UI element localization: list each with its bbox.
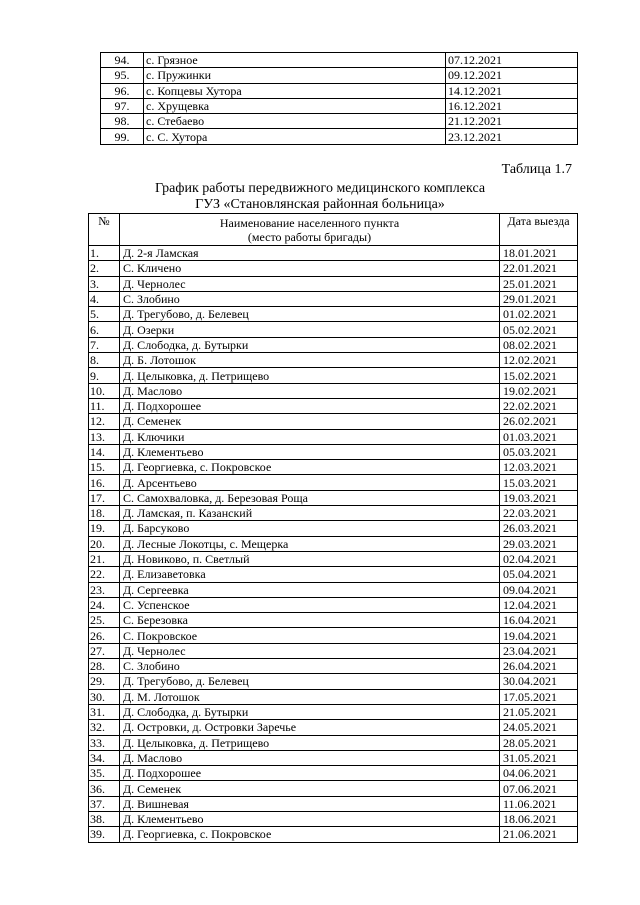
row-place: с. С. Хутора xyxy=(144,129,446,144)
row-place: Д. Сергеевка xyxy=(120,582,500,597)
table-row xyxy=(89,383,578,398)
header-row xyxy=(89,214,578,246)
row-date: 09.04.2021 xyxy=(500,582,578,597)
row-number: 10. xyxy=(89,383,120,398)
row-date: 23.04.2021 xyxy=(500,643,578,658)
table-row xyxy=(89,689,578,704)
row-number: 12. xyxy=(89,414,120,429)
row-date: 17.05.2021 xyxy=(500,689,578,704)
row-date: 22.03.2021 xyxy=(500,506,578,521)
row-number: 36. xyxy=(89,781,120,796)
row-date: 22.02.2021 xyxy=(500,398,578,413)
row-date: 21.06.2021 xyxy=(500,827,578,842)
table-row xyxy=(89,827,578,842)
row-place: Д. 2-я Ламская xyxy=(120,246,500,261)
table-row xyxy=(89,582,578,597)
row-number: 14. xyxy=(89,444,120,459)
row-place: с. Пружинки xyxy=(144,68,446,83)
row-date: 16.12.2021 xyxy=(446,98,578,113)
table-row xyxy=(89,506,578,521)
row-date: 18.06.2021 xyxy=(500,811,578,826)
row-number: 24. xyxy=(89,597,120,612)
table-row xyxy=(89,567,578,582)
row-number: 8. xyxy=(89,353,120,368)
row-place: Д. Арсентьево xyxy=(120,475,500,490)
row-date: 09.12.2021 xyxy=(446,68,578,83)
row-number: 5. xyxy=(89,307,120,322)
row-place: Д. Георгиевка, с. Покровское xyxy=(120,827,500,842)
row-place: Д. Чернолес xyxy=(120,276,500,291)
row-place: С. Успенское xyxy=(120,597,500,612)
row-place: Д. Целыковка, д. Петрищево xyxy=(120,735,500,750)
row-place: Д. Георгиевка, с. Покровское xyxy=(120,460,500,475)
row-place: С. Самохваловка, д. Березовая Роща xyxy=(120,490,500,505)
table-row xyxy=(89,796,578,811)
row-number: 19. xyxy=(89,521,120,536)
table-row xyxy=(89,781,578,796)
row-place: Д. Слободка, д. Бутырки xyxy=(120,704,500,719)
row-date: 25.01.2021 xyxy=(500,276,578,291)
table-row xyxy=(89,322,578,337)
row-date: 21.12.2021 xyxy=(446,114,578,129)
table-row xyxy=(101,129,578,144)
row-date: 28.05.2021 xyxy=(500,735,578,750)
row-date: 12.02.2021 xyxy=(500,353,578,368)
row-place: Д. Вишневая xyxy=(120,796,500,811)
row-place: С. Злобино xyxy=(120,659,500,674)
row-date: 30.04.2021 xyxy=(500,674,578,689)
row-date: 04.06.2021 xyxy=(500,766,578,781)
row-date: 26.03.2021 xyxy=(500,521,578,536)
row-place: Д. Трегубово, д. Белевец xyxy=(120,674,500,689)
table-row xyxy=(89,460,578,475)
row-place: Д. Слободка, д. Бутырки xyxy=(120,337,500,352)
row-number: 13. xyxy=(89,429,120,444)
table-row xyxy=(89,766,578,781)
row-number: 28. xyxy=(89,659,120,674)
row-number: 15. xyxy=(89,460,120,475)
row-date: 05.04.2021 xyxy=(500,567,578,582)
row-number: 7. xyxy=(89,337,120,352)
schedule-table-body xyxy=(89,246,578,843)
table-row xyxy=(89,750,578,765)
row-date: 15.02.2021 xyxy=(500,368,578,383)
row-number: 94. xyxy=(101,53,144,68)
row-date: 01.02.2021 xyxy=(500,307,578,322)
row-place: Д. Островки, д. Островки Заречье xyxy=(120,720,500,735)
row-number: 27. xyxy=(89,643,120,658)
row-date: 31.05.2021 xyxy=(500,750,578,765)
row-place: Д. Подхорошее xyxy=(120,766,500,781)
row-number: 33. xyxy=(89,735,120,750)
table-row xyxy=(89,444,578,459)
row-number: 35. xyxy=(89,766,120,781)
header-place-line1: Наименование населенного пункта xyxy=(219,215,400,230)
row-date: 08.02.2021 xyxy=(500,337,578,352)
row-date: 26.02.2021 xyxy=(500,414,578,429)
row-place: С. Злобино xyxy=(120,291,500,306)
header-number: № xyxy=(89,214,120,246)
table-row xyxy=(89,735,578,750)
table-row xyxy=(89,811,578,826)
row-number: 29. xyxy=(89,674,120,689)
row-date: 12.03.2021 xyxy=(500,460,578,475)
table-row xyxy=(89,337,578,352)
table-row xyxy=(89,521,578,536)
row-date: 22.01.2021 xyxy=(500,261,578,276)
row-date: 29.03.2021 xyxy=(500,536,578,551)
table-row xyxy=(89,429,578,444)
row-place: Д. Семенек xyxy=(120,414,500,429)
row-date: 16.04.2021 xyxy=(500,613,578,628)
row-number: 26. xyxy=(89,628,120,643)
row-place: Д. Целыковка, д. Петрищево xyxy=(120,368,500,383)
table-title-line2: ГУЗ «Становлянская районная больница» xyxy=(195,197,445,212)
table-row xyxy=(89,536,578,551)
row-number: 30. xyxy=(89,689,120,704)
row-number: 4. xyxy=(89,291,120,306)
row-place: Д. Маслово xyxy=(120,750,500,765)
table-row xyxy=(89,720,578,735)
row-place: с. Стебаево xyxy=(144,114,446,129)
row-place: с. Хрущевка xyxy=(144,98,446,113)
row-number: 25. xyxy=(89,613,120,628)
row-place: Д. Чернолес xyxy=(120,643,500,658)
table-row xyxy=(101,83,578,98)
row-date: 19.02.2021 xyxy=(500,383,578,398)
row-place: Д. М. Лотошок xyxy=(120,689,500,704)
row-date: 11.06.2021 xyxy=(500,796,578,811)
table-row xyxy=(89,597,578,612)
row-date: 12.04.2021 xyxy=(500,597,578,612)
table-row xyxy=(89,414,578,429)
row-date: 02.04.2021 xyxy=(500,551,578,566)
row-number: 95. xyxy=(101,68,144,83)
row-date: 24.05.2021 xyxy=(500,720,578,735)
header-date: Дата выезда xyxy=(500,214,578,246)
table-row xyxy=(89,276,578,291)
table-row xyxy=(89,475,578,490)
row-number: 2. xyxy=(89,261,120,276)
row-date: 05.02.2021 xyxy=(500,322,578,337)
row-place: С. Покровское xyxy=(120,628,500,643)
row-number: 38. xyxy=(89,811,120,826)
table-row xyxy=(89,490,578,505)
row-place: Д. Ключики xyxy=(120,429,500,444)
row-number: 31. xyxy=(89,704,120,719)
top-schedule-body xyxy=(101,53,578,145)
row-place: С. Березовка xyxy=(120,613,500,628)
mobile-clinic-schedule-table xyxy=(88,213,578,843)
row-date: 26.04.2021 xyxy=(500,659,578,674)
row-number: 97. xyxy=(101,98,144,113)
row-number: 1. xyxy=(89,246,120,261)
table-row xyxy=(89,643,578,658)
row-number: 23. xyxy=(89,582,120,597)
table-row xyxy=(89,628,578,643)
row-date: 05.03.2021 xyxy=(500,444,578,459)
row-date: 07.12.2021 xyxy=(446,53,578,68)
row-place: Д. Барсуково xyxy=(120,521,500,536)
row-place: Д. Маслово xyxy=(120,383,500,398)
table-row xyxy=(89,246,578,261)
row-place: Д. Лесные Локотцы, с. Мещерка xyxy=(120,536,500,551)
row-place: Д. Озерки xyxy=(120,322,500,337)
row-date: 14.12.2021 xyxy=(446,83,578,98)
table-row xyxy=(101,114,578,129)
row-date: 19.03.2021 xyxy=(500,490,578,505)
row-place: Д. Ламская, п. Казанский xyxy=(120,506,500,521)
table-row xyxy=(89,307,578,322)
row-number: 96. xyxy=(101,83,144,98)
table-row xyxy=(101,53,578,68)
row-number: 98. xyxy=(101,114,144,129)
table-row xyxy=(101,68,578,83)
row-place: с. Грязное xyxy=(144,53,446,68)
row-date: 21.05.2021 xyxy=(500,704,578,719)
row-date: 07.06.2021 xyxy=(500,781,578,796)
row-place: Д. Новиково, п. Светлый xyxy=(120,551,500,566)
table-row xyxy=(89,551,578,566)
row-date: 18.01.2021 xyxy=(500,246,578,261)
table-row xyxy=(89,353,578,368)
row-date: 23.12.2021 xyxy=(446,129,578,144)
row-place: Д. Б. Лотошок xyxy=(120,353,500,368)
table-title-line1: График работы передвижного медицинского комплекса xyxy=(154,181,486,196)
table-row xyxy=(89,368,578,383)
row-place: Д. Елизаветовка xyxy=(120,567,500,582)
row-date: 15.03.2021 xyxy=(500,475,578,490)
row-number: 11. xyxy=(89,398,120,413)
row-number: 22. xyxy=(89,567,120,582)
row-number: 21. xyxy=(89,551,120,566)
row-number: 20. xyxy=(89,536,120,551)
row-date: 29.01.2021 xyxy=(500,291,578,306)
table-row xyxy=(89,704,578,719)
table-row xyxy=(89,674,578,689)
row-date: 01.03.2021 xyxy=(500,429,578,444)
row-number: 17. xyxy=(89,490,120,505)
row-number: 6. xyxy=(89,322,120,337)
row-number: 39. xyxy=(89,827,120,842)
table-row xyxy=(89,659,578,674)
row-place: Д. Клементьево xyxy=(120,811,500,826)
table-row xyxy=(89,291,578,306)
header-place-line2: (место работы бригады) xyxy=(247,229,372,244)
row-place: С. Кличено xyxy=(120,261,500,276)
row-date: 19.04.2021 xyxy=(500,628,578,643)
row-number: 16. xyxy=(89,475,120,490)
header-place xyxy=(120,214,500,246)
row-place: Д. Клементьево xyxy=(120,444,500,459)
row-number: 34. xyxy=(89,750,120,765)
row-number: 18. xyxy=(89,506,120,521)
table-row xyxy=(89,398,578,413)
table-row xyxy=(89,613,578,628)
top-schedule-table xyxy=(100,52,578,145)
row-number: 32. xyxy=(89,720,120,735)
row-place: Д. Трегубово, д. Белевец xyxy=(120,307,500,322)
row-number: 3. xyxy=(89,276,120,291)
table-number-label: Таблица 1.7 xyxy=(501,162,572,177)
row-number: 9. xyxy=(89,368,120,383)
row-number: 37. xyxy=(89,796,120,811)
row-place: с. Копцевы Хутора xyxy=(144,83,446,98)
table-row xyxy=(101,98,578,113)
row-number: 99. xyxy=(101,129,144,144)
row-place: Д. Подхорошее xyxy=(120,398,500,413)
schedule-table-header xyxy=(89,214,578,246)
table-row xyxy=(89,261,578,276)
row-place: Д. Семенек xyxy=(120,781,500,796)
